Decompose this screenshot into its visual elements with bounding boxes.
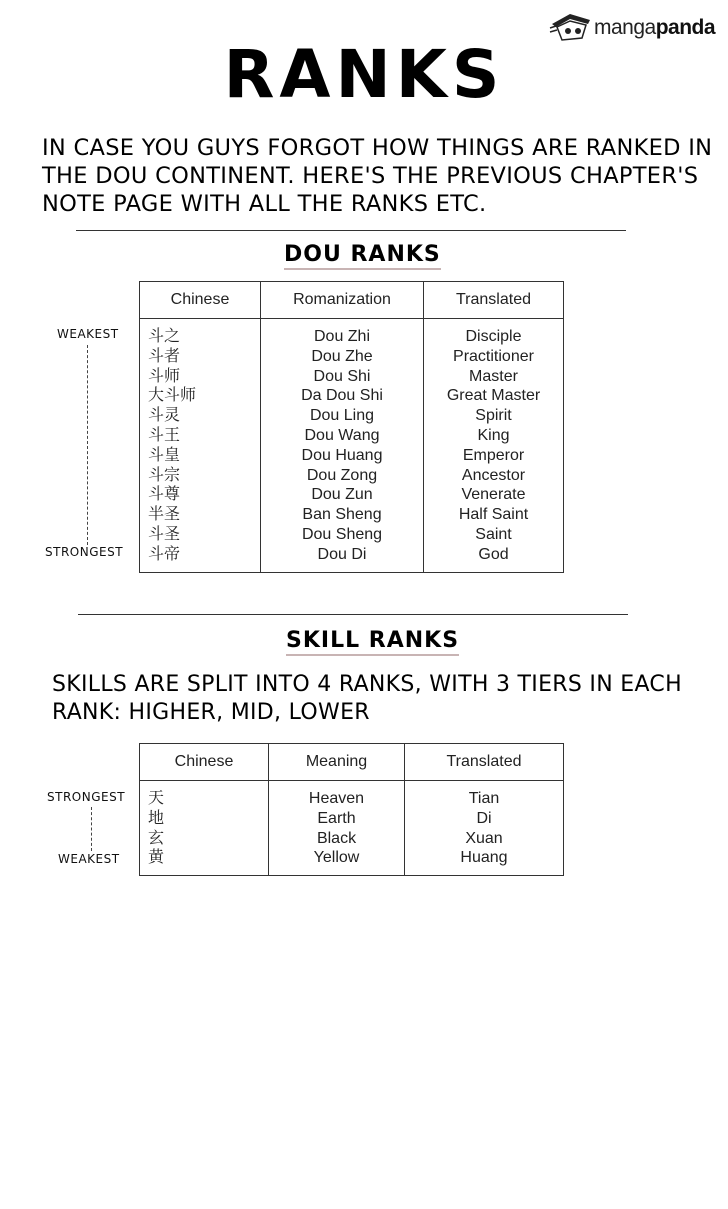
cell-meaning: Yellow xyxy=(313,849,360,867)
cell-romanization: Dou Zhe xyxy=(311,347,373,365)
col-header-translated: Translated xyxy=(405,744,564,781)
cell-translated: Emperor xyxy=(462,446,525,464)
cell-chinese: 大斗师 xyxy=(148,387,197,405)
cell-chinese: 斗宗 xyxy=(148,466,181,484)
cell-chinese: 斗灵 xyxy=(148,407,181,425)
cell-translated: Venerate xyxy=(461,486,526,504)
cell-chinese: 天 xyxy=(148,790,165,807)
cell-romanization: Dou Shi xyxy=(313,367,371,385)
cell-romanization: Dou Huang xyxy=(301,446,383,464)
divider-middle xyxy=(78,614,628,615)
cell-translated: God xyxy=(478,545,509,563)
table-body xyxy=(140,319,564,573)
col-header-chinese: Chinese xyxy=(140,282,261,319)
cell-translated: Tian xyxy=(468,790,500,807)
table-body xyxy=(140,781,564,876)
cell-translated: Great Master xyxy=(446,387,541,405)
cell-chinese: 斗尊 xyxy=(148,486,181,504)
cell-meaning: Earth xyxy=(317,809,356,827)
cell-translated: Ancestor xyxy=(461,466,526,484)
page-title: RANKS xyxy=(223,36,505,113)
cell-romanization: Da Dou Shi xyxy=(301,387,383,405)
cell-chinese: 斗师 xyxy=(148,367,181,385)
cell-chinese: 地 xyxy=(148,809,165,827)
cell-romanization: Ban Sheng xyxy=(302,506,382,524)
cell-translated: Di xyxy=(476,809,492,827)
watermark-text-panda: panda xyxy=(655,16,716,39)
cell-romanization: Dou Zun xyxy=(311,486,373,504)
romanization-column xyxy=(261,319,424,573)
cell-romanization: Dou Di xyxy=(317,545,367,563)
translated-column xyxy=(424,319,564,573)
col-header-chinese: Chinese xyxy=(140,744,269,781)
dou-ranks-heading: DOU RANKS xyxy=(284,242,441,270)
skill-strongest-label: STRONGEST xyxy=(47,790,126,804)
dou-weakest-label: WEAKEST xyxy=(57,327,119,341)
skill-ranks-heading: SKILL RANKS xyxy=(286,628,459,656)
skills-note: SKILLS ARE SPLIT INTO 4 RANKS, WITH 3 TIERS IN EACH RANK: HIGHER, MID, LOWER xyxy=(52,672,682,725)
cell-meaning: Black xyxy=(316,829,357,847)
meaning-column xyxy=(269,781,405,876)
cell-chinese: 玄 xyxy=(148,829,165,847)
watermark-text-manga: manga xyxy=(594,16,656,39)
cell-translated: Half Saint xyxy=(458,506,529,524)
cell-translated: Xuan xyxy=(465,829,503,847)
chinese-column xyxy=(140,781,269,876)
cell-translated: Saint xyxy=(475,525,512,543)
intro-note: IN CASE YOU GUYS FORGOT HOW THINGS ARE RANKED IN THE DOU CONTINENT. HERE'S THE PREVIOUS CHAPTER'S NOTE PAGE WITH ALL THE RANKS ETC. xyxy=(42,135,713,217)
cell-translated: Huang xyxy=(460,849,508,867)
col-header-meaning: Meaning xyxy=(269,744,405,781)
cell-chinese: 斗王 xyxy=(148,426,181,444)
cell-chinese: 斗皇 xyxy=(148,446,181,464)
chinese-column xyxy=(140,319,261,573)
cell-chinese: 斗帝 xyxy=(148,545,181,563)
cell-translated: Practitioner xyxy=(453,347,534,365)
skill-weakest-label: WEAKEST xyxy=(58,852,120,866)
dou-strongest-label: STRONGEST xyxy=(45,545,124,559)
cell-romanization: Dou Zong xyxy=(306,466,378,484)
dou-ranks-table xyxy=(139,281,564,573)
cell-romanization: Dou Sheng xyxy=(301,525,383,543)
divider-top xyxy=(76,230,626,231)
col-header-romanization: Romanization xyxy=(261,282,424,319)
col-header-translated: Translated xyxy=(424,282,564,319)
cell-chinese: 半圣 xyxy=(148,506,181,524)
cell-romanization: Dou Zhi xyxy=(313,328,371,345)
table-header-row xyxy=(140,744,564,781)
cell-translated: Disciple xyxy=(465,328,522,345)
translated-column xyxy=(405,781,564,876)
cell-chinese: 斗者 xyxy=(148,347,181,365)
dou-scale-line xyxy=(87,345,88,545)
cell-meaning: Heaven xyxy=(308,790,365,807)
cell-romanization: Dou Wang xyxy=(304,426,380,444)
cell-translated: Spirit xyxy=(475,407,512,425)
cell-translated: Master xyxy=(469,367,518,385)
table-header-row xyxy=(140,282,564,319)
cell-translated: King xyxy=(477,426,510,444)
cell-chinese: 黄 xyxy=(148,849,165,867)
skill-scale-line xyxy=(91,807,92,851)
cell-chinese: 斗圣 xyxy=(148,525,181,543)
cell-romanization: Dou Ling xyxy=(309,407,375,425)
skill-ranks-table xyxy=(139,743,564,876)
cell-chinese: 斗之 xyxy=(148,328,181,345)
